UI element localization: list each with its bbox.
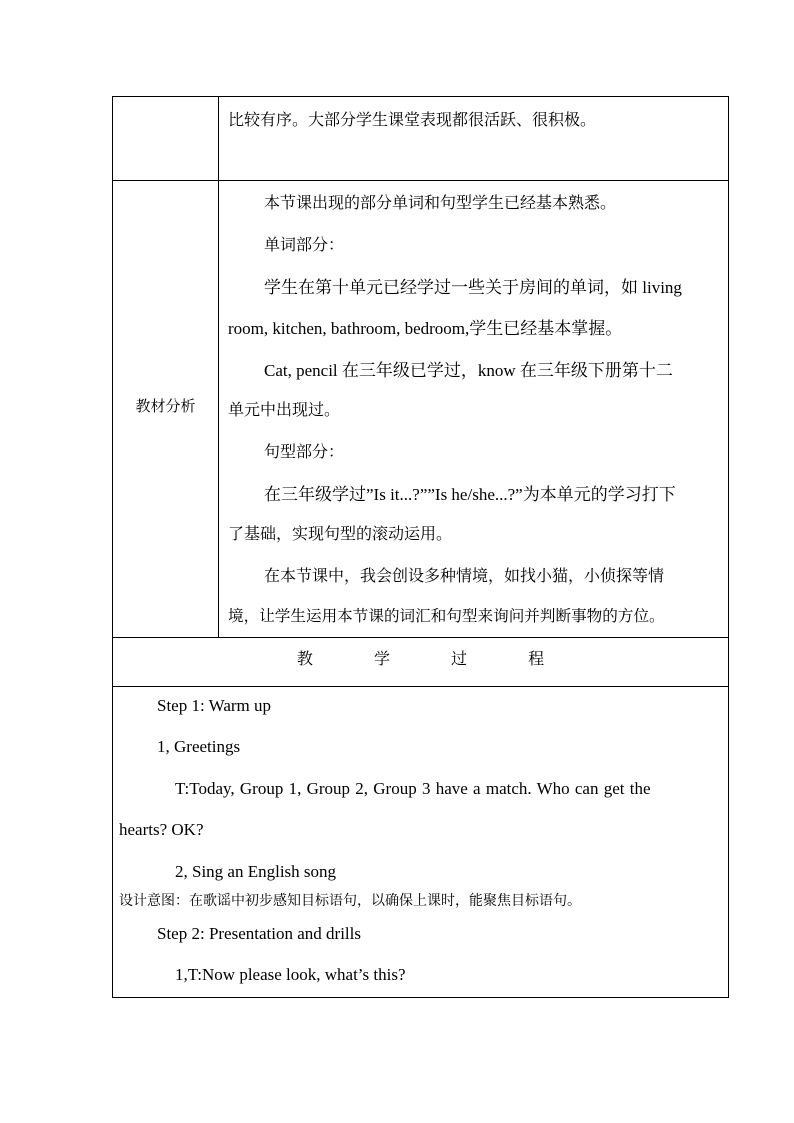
analysis-subheading-sentences: 句型部分： [264,442,345,461]
analysis-paragraph: 在本节课中，我会创设多种情境，如找小猫，小侦探等情 [264,566,665,585]
behavior-text: 比较有序。大部分学生课堂表现都很活跃、很积极。 [228,110,597,129]
row-content-cell [220,97,728,180]
lesson-plan-table [112,96,729,998]
analysis-paragraph: 境，让学生运用本节课的词汇和句型来询问并判断事物的方位。 [228,607,665,625]
analysis-paragraph: 本节课出现的部分单词和句型学生已经基本熟悉。 [264,193,617,212]
design-intent-note: 设计意图：在歌谣中初步感知目标语句，以确保上课时，能聚焦目标语句。 [119,893,581,909]
analysis-paragraph: 了基础，实现句型的滚动运用。 [228,524,453,543]
row-label-cell [113,181,219,637]
teacher-line: T:Today, Group 1, Group 2, Group 3 have a match. Who can get the [175,779,651,798]
analysis-paragraph: room, kitchen, bathroom, bedroom,学生已经基本掌握。 [228,319,623,338]
analysis-paragraph: 单元中出现过。 [228,400,341,419]
table-row-behavior [113,97,728,181]
table-row-steps [113,687,728,997]
analysis-paragraph: 学生在第十单元已经学过一些关于房间的单词，如 living [264,278,682,297]
greetings-item: 1, Greetings [157,737,241,756]
table-row-process-heading [113,638,728,687]
teacher-line-continued: hearts? OK? [119,820,204,839]
heading-char: 过 [451,649,468,668]
heading-char: 教 [296,649,313,668]
step-1-title: Step 1: Warm up [157,696,272,715]
analysis-content-cell [220,181,728,637]
presentation-item: 1,T:Now please look, what’s this? [175,965,406,984]
song-item: 2, Sing an English song [175,862,337,881]
step-2-title: Step 2: Presentation and drills [157,924,361,943]
analysis-paragraph: Cat, pencil 在三年级已学过，know 在三年级下册第十二 [264,361,673,380]
analysis-label: 教材分析 [135,397,196,415]
analysis-paragraph: 在三年级学过”Is it...?””Is he/she...?”为本单元的学习打下 [264,485,676,504]
row-label-cell-empty [113,97,219,180]
heading-char: 程 [528,649,545,668]
process-heading [113,646,728,669]
table-row-analysis [113,181,728,638]
heading-char: 学 [373,649,390,668]
analysis-subheading-words: 单词部分： [264,235,345,254]
